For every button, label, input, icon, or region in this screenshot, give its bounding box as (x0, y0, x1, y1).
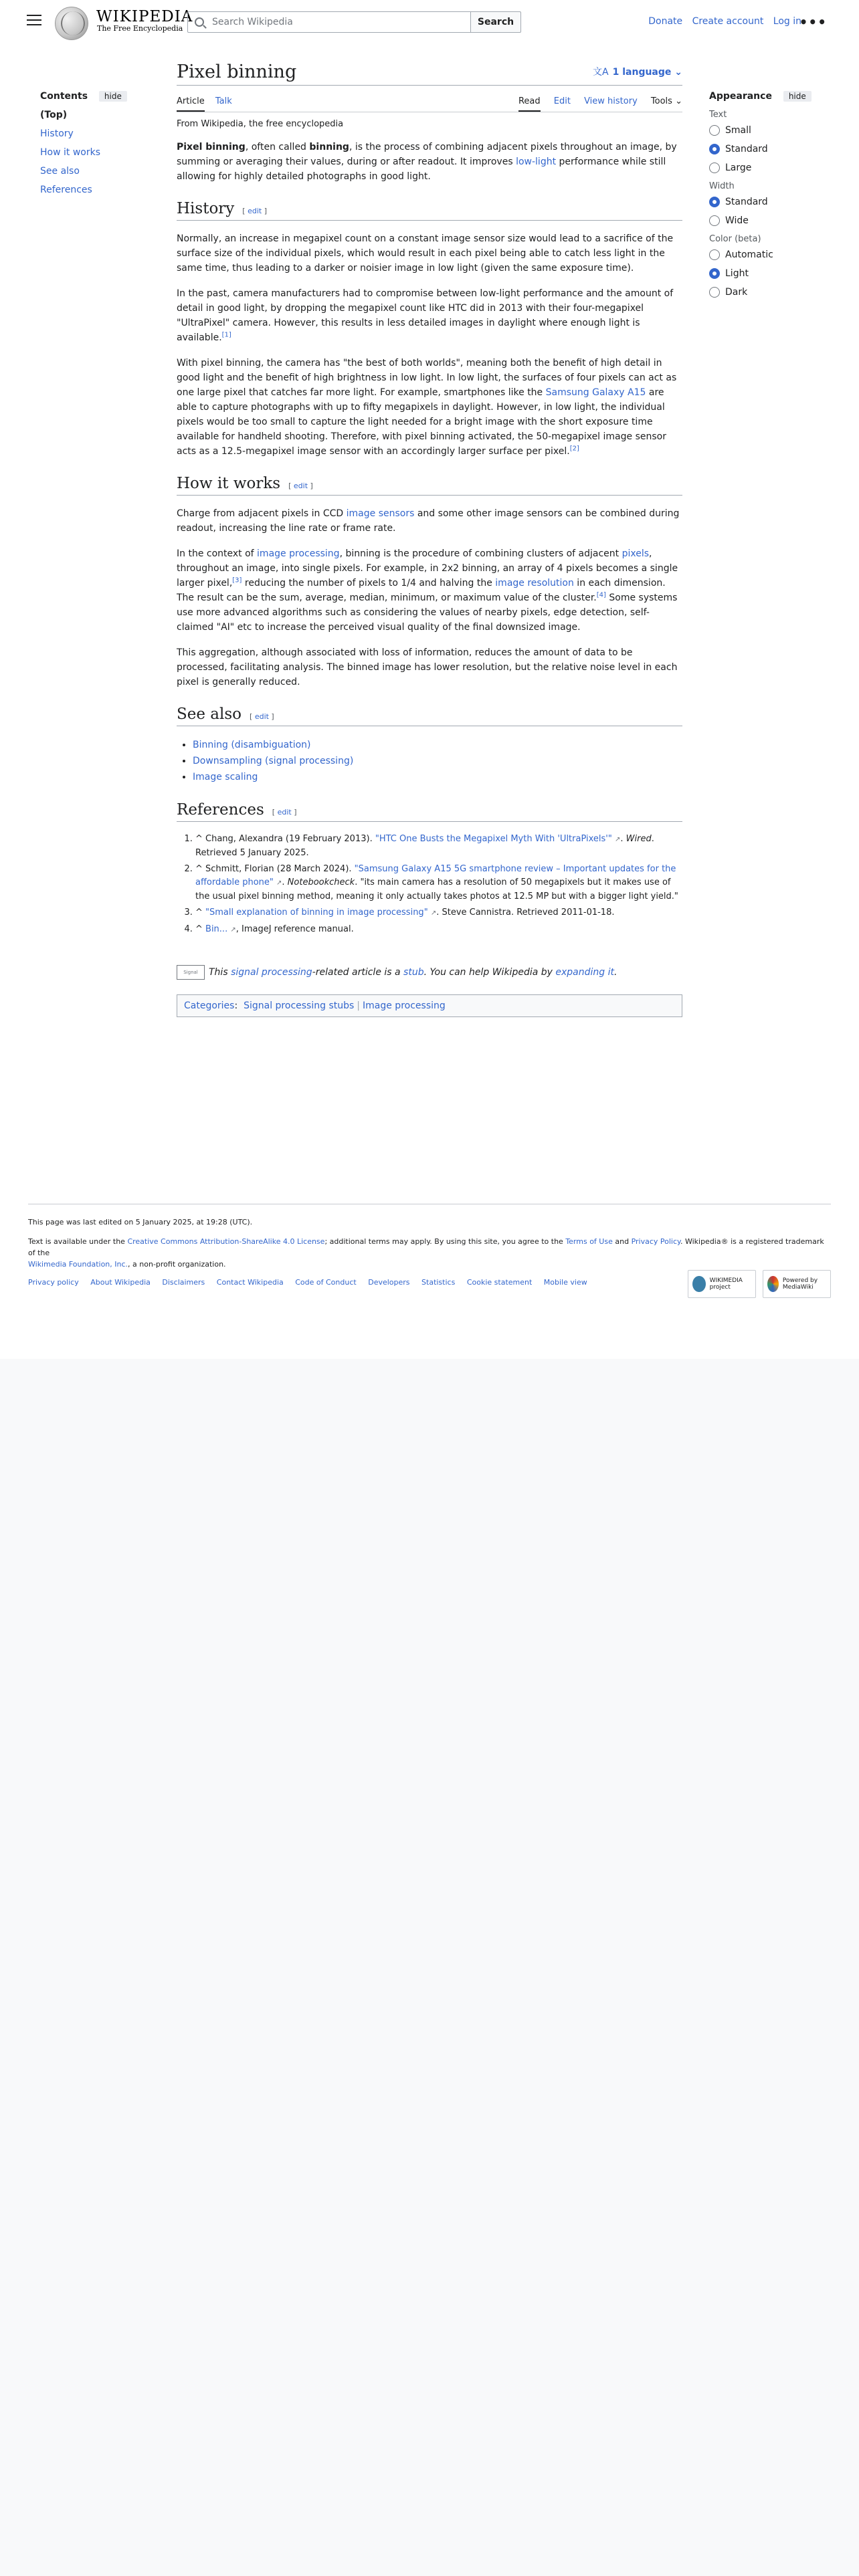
tab-read[interactable]: Read (518, 96, 541, 112)
tab-view-history[interactable]: View history (584, 96, 638, 106)
external-link-icon: ↗ (615, 836, 621, 843)
appearance-title: Appearance (709, 91, 772, 102)
license-text (28, 1236, 831, 1270)
reference-item: 2. ^ Schmitt, Florian (28 March 2024). "Samsung Galaxy A15 5G smartphone review – Important updates for the affordable phone" ↗. Notebookcheck. "its main camera has a resolution of 50 megapixels but it makes use of the usual pixel binning method, meaning it only actually takes photos at 12.5 MP but with a bigger light yield." (195, 863, 682, 903)
footer-link[interactable]: Cookie statement (466, 1278, 533, 1287)
history-paragraph-2 (177, 286, 682, 345)
category-link[interactable]: Image processing (363, 1000, 446, 1011)
main-menu-icon[interactable] (27, 15, 41, 27)
wikipedia-globe-icon[interactable] (55, 7, 88, 40)
signal-processing-link[interactable]: signal processing (231, 967, 312, 978)
toc-item-references[interactable]: References (40, 185, 92, 195)
cc-license-link[interactable]: Creative Commons Attribution-ShareAlike 4.0 License (127, 1237, 325, 1246)
footer-link[interactable]: Mobile view (543, 1278, 587, 1287)
radio-button[interactable] (709, 163, 720, 173)
radio-button[interactable] (709, 144, 720, 154)
badge-label: WIKIMEDIA project (709, 1277, 743, 1291)
chevron-down-icon: ⌄ (674, 67, 682, 78)
lead-text: , often called (245, 142, 310, 152)
pixels-link[interactable]: pixels (622, 548, 650, 559)
category-link[interactable]: Signal processing stubs (244, 1000, 355, 1011)
history-text: are able to capture photographs with up to fifty megapixels in daylight. However, in low light, the individual pixels would be too small to capture the light needed for a bright image with the short exposure time available for handheld shooting. Therefore, with pixel binning activated, the 50-megapixel image sensor acts as a 12.5-megapixel image sensor with an accordingly larger surface per pixel. (177, 387, 666, 457)
external-link-icon: ↗ (430, 909, 437, 917)
badge-label: Powered by MediaWiki (782, 1277, 818, 1291)
mediawiki-badge[interactable] (763, 1270, 831, 1298)
appearance-hide-button[interactable]: hide (783, 91, 812, 102)
stub-notice (177, 965, 682, 980)
stub-link[interactable]: stub (403, 967, 424, 978)
search-icon (195, 17, 204, 27)
reference-source: Notebookcheck (287, 877, 355, 887)
reference-link[interactable]: "HTC One Busts the Megapixel Myth With 'UltraPixels'" (375, 834, 612, 844)
how-text: Some systems use more advanced algorithms such as considering the values of nearby pixels, edge detection, self-claimed "AI" etc to increase the perceived visual quality of the final downsized image. (177, 593, 678, 633)
search-button[interactable]: Search (470, 11, 521, 33)
option-label: Small (725, 125, 751, 136)
section-edit: [ edit ] (288, 481, 313, 490)
color-automatic[interactable] (709, 249, 830, 260)
wordmark[interactable]: WIKIPEDIA (96, 8, 193, 25)
color-dark[interactable] (709, 287, 830, 298)
color-label: Color (beta) (709, 234, 761, 244)
image-processing-link[interactable]: image processing (257, 548, 340, 559)
more-options-icon[interactable]: ••• (799, 14, 827, 30)
how-text: in each dimension. The result can be the sum, average, median, minimum, or maximum value of the cluster. (177, 578, 666, 603)
option-label: Standard (725, 197, 768, 207)
footer-link[interactable]: About Wikipedia (90, 1278, 151, 1287)
lead-bold-term: Pixel binning (177, 142, 246, 152)
footer-link[interactable]: Code of Conduct (295, 1278, 357, 1287)
last-edited: This page was last edited on 5 January 2025, at 19:28 (UTC). (28, 1218, 253, 1226)
reference-link[interactable]: "Small explanation of binning in image processing" (205, 907, 428, 918)
reference-link[interactable]: Bin... (205, 924, 228, 934)
low-light-link[interactable]: low-light (516, 156, 557, 167)
appearance-panel (709, 91, 830, 306)
external-link-icon: ↗ (230, 926, 236, 934)
lead-text: performance while still allowing for highly detailed photographs in good light. (177, 156, 666, 182)
reference-text: ^ Schmitt, Florian (28 March 2024). (195, 864, 355, 874)
text-size-label: Text (709, 110, 727, 120)
radio-button[interactable] (709, 215, 720, 226)
reference-item: 1. ^ Chang, Alexandra (19 February 2013). "HTC One Busts the Megapixel Myth With 'UltraPixels'" ↗. Wired. Retrieved 5 January 2025. (195, 833, 682, 860)
footer-link[interactable]: Statistics (421, 1278, 456, 1287)
reference-text: ^ Chang, Alexandra (19 February 2013). (195, 834, 375, 844)
option-label: Standard (725, 144, 768, 154)
how-paragraph-2 (177, 546, 682, 635)
donate-link[interactable]: Donate (648, 16, 683, 27)
references-edit-link[interactable]: edit (277, 808, 292, 817)
option-label: Large (725, 163, 752, 173)
wikimedia-badge[interactable] (688, 1270, 756, 1298)
tab-tools[interactable] (651, 96, 682, 110)
color-light[interactable] (709, 268, 830, 279)
reference-text: . Steve Cannistra. Retrieved 2011-01-18. (436, 907, 615, 918)
width-label: Width (709, 181, 735, 191)
expanding-it-link[interactable]: expanding it (555, 967, 614, 978)
stub-text: . You can help Wikipedia by (423, 967, 553, 978)
stub-icon: Signal (177, 965, 205, 980)
create-account-link[interactable]: Create account (692, 16, 764, 27)
page-title-text: Pixel binning (177, 62, 297, 82)
language-button[interactable] (593, 59, 682, 86)
see-also-edit-link[interactable]: edit (254, 712, 269, 721)
samsung-galaxy-a15-link[interactable]: Samsung Galaxy A15 (545, 387, 646, 398)
reference-text: , ImageJ reference manual. (235, 924, 354, 934)
stub-text: -related article is a (312, 967, 401, 978)
article-content (177, 59, 682, 1017)
how-text: In the context of (177, 548, 258, 559)
license-fragment: , a non-profit organization. (128, 1260, 226, 1269)
references-heading-text: References (177, 801, 264, 819)
reference-item (195, 906, 682, 920)
image-sensors-link[interactable]: image sensors (346, 508, 415, 519)
list-item (193, 737, 682, 753)
categories-box: Categories: Signal processing stubs | Image processing (177, 994, 682, 1017)
references-heading (177, 801, 682, 822)
tools-label: Tools (650, 96, 672, 106)
footer-badges (681, 1270, 831, 1298)
citation-link[interactable]: [3] (232, 576, 242, 584)
width-standard[interactable] (709, 197, 830, 207)
radio-button[interactable] (709, 197, 720, 207)
see-also-heading (177, 706, 682, 726)
footer-link[interactable]: Developers (368, 1278, 410, 1287)
see-also-link[interactable]: Binning (disambiguation) (193, 740, 311, 750)
search-box (187, 11, 471, 33)
how-edit-link[interactable]: edit (293, 481, 308, 490)
history-heading-text: History (177, 200, 235, 217)
lead-bold-term: binning (309, 142, 349, 152)
citation-link[interactable]: [4] (596, 591, 606, 599)
radio-button[interactable] (709, 287, 720, 298)
license-fragment: and (612, 1237, 632, 1246)
how-text: , binning is the procedure of combining clusters of adjacent (339, 548, 622, 559)
radio-button[interactable] (709, 249, 720, 260)
footer-link[interactable]: Privacy policy (28, 1278, 79, 1287)
page-title (177, 59, 682, 86)
option-label: Wide (725, 215, 749, 226)
user-links (642, 16, 801, 27)
how-text: and some other image sensors can be combined during readout, increasing the line rate or frame rate. (177, 508, 680, 534)
text-size-large[interactable] (709, 163, 830, 173)
citation-link[interactable]: [2] (569, 445, 579, 453)
tab-talk[interactable]: Talk (215, 96, 232, 106)
reference-text: ^ (195, 907, 206, 918)
language-button-label: 1 language (612, 67, 672, 78)
text-size-small[interactable] (709, 125, 830, 136)
citation-link[interactable]: [1] (221, 331, 231, 339)
see-also-link[interactable]: Image scaling (193, 772, 258, 782)
license-fragment: ; additional terms may apply. By using this site, you agree to the (324, 1237, 566, 1246)
how-paragraph-3: This aggregation, although associated with loss of information, reduces the amount of data to be processed, facilitating analysis. The binned image has lower resolution, but the relative noise level in each pixel is generally reduced. (177, 647, 678, 687)
how-text: Charge from adjacent pixels in CCD (177, 508, 347, 519)
footer (28, 1204, 831, 1291)
see-also-list (193, 737, 682, 785)
history-paragraph-3 (177, 356, 682, 459)
reference-text: . Retrieved 5 January 2025. (195, 834, 654, 858)
tab-article[interactable]: Article (177, 96, 205, 112)
from-wikipedia: From Wikipedia, the free encyclopedia (177, 119, 344, 129)
toc-item-history[interactable]: History (40, 128, 74, 139)
search-input[interactable] (211, 12, 465, 32)
stub-text: This (209, 967, 228, 978)
text-size-standard[interactable] (709, 144, 830, 154)
option-label: Light (725, 268, 749, 279)
history-edit-link[interactable]: edit (248, 207, 262, 215)
section-edit: [ edit ] (250, 712, 274, 721)
page-tabs (177, 92, 682, 112)
header (0, 0, 859, 44)
reference-text: . "its main camera has a resolution of 50 megapixels but it makes use of the usual pixel binning method, meaning it only actually takes photos at 12.5 MP but with a bigger light yield." (195, 877, 678, 901)
reference-source: Wired (626, 834, 652, 844)
radio-button[interactable] (709, 125, 720, 136)
section-edit: [ edit ] (272, 808, 297, 817)
history-paragraph-1: Normally, an increase in megapixel count on a constant image sensor size would lead to a sacrifice of the surface size of the individual pixels, which would result in each pixel being able to catch less light in the same time, thus leading to a darker or noisier image in low light (given the same exposure time). (177, 233, 674, 274)
translate-icon: 文A (593, 67, 609, 78)
license-fragment: Text is available under the (28, 1237, 128, 1246)
see-also-link[interactable]: Downsampling (signal processing) (193, 756, 354, 766)
radio-button[interactable] (709, 268, 720, 279)
image-resolution-link[interactable]: image resolution (495, 578, 574, 588)
tab-edit[interactable]: Edit (553, 96, 571, 106)
toc-hide-button[interactable]: hide (99, 91, 127, 102)
categories-label-link[interactable]: Categories (184, 1000, 235, 1011)
reference-link[interactable]: "Samsung Galaxy A15 5G smartphone review – Important updates for the affordable phone" (195, 864, 676, 887)
how-text: reducing the number of pixels to 1/4 and halving the (242, 578, 496, 588)
lead-paragraph (177, 140, 682, 184)
toc-item-how-it-works[interactable]: How it works (40, 147, 100, 158)
footer-link[interactable]: Contact Wikipedia (216, 1278, 284, 1287)
how-paragraph-1 (177, 506, 682, 536)
stub-text: . (613, 967, 617, 978)
history-heading (177, 200, 682, 221)
footer-link[interactable]: Disclaimers (162, 1278, 205, 1287)
chevron-down-icon: ⌄ (675, 96, 682, 106)
option-label: Dark (725, 287, 748, 298)
option-label: Automatic (725, 249, 773, 260)
list-item (193, 753, 682, 769)
lead-text: , is the process of combining adjacent pixels throughout an image, by summing or averaging their values, during or after readout. It improves (177, 142, 677, 167)
section-edit: [ edit ] (242, 207, 268, 215)
toc-item-top[interactable]: (Top) (40, 110, 68, 120)
history-text: With pixel binning, the camera has "the best of both worlds", meaning both the benefit of high detail in good light and the benefit of high brightness in low light. In low light, the surfaces of four pixels can act as one large pixel that catches far more light. For example, smartphones like the (177, 358, 677, 398)
wikimedia-icon (692, 1276, 706, 1292)
terms-link[interactable]: Terms of Use (565, 1237, 613, 1246)
log-in-link[interactable]: Log in (773, 16, 801, 27)
how-heading-text: How it works (177, 475, 281, 492)
license-fragment: . Wikipedia® is a registered trademark of the (28, 1237, 824, 1257)
how-it-works-heading (177, 475, 682, 496)
how-text: , throughout an image, into single pixels. For example, in 2x2 binning, an array of 4 pixels becomes a single larger pixel, (177, 548, 678, 588)
mediawiki-icon (767, 1276, 779, 1292)
toc-item-see-also[interactable]: See also (40, 166, 80, 177)
external-link-icon: ↗ (276, 879, 282, 887)
reference-item (195, 923, 682, 937)
wmf-link[interactable]: Wikimedia Foundation, Inc. (28, 1260, 128, 1269)
list-item (193, 769, 682, 785)
width-wide[interactable] (709, 215, 830, 226)
history-text: In the past, camera manufacturers had to compromise between low-light performance and the amount of detail in good light, by dropping the megapixel count like HTC did in 2013 with their four-megapixel "UltraPixel" camera. However, this results in less detailed images in daylight where enough light is available. (177, 288, 674, 343)
site-tagline: The Free Encyclopedia (97, 24, 183, 33)
toc-title: Contents (40, 91, 88, 102)
see-also-heading-text: See also (177, 706, 242, 723)
references-list (195, 833, 682, 937)
reference-text: ^ (195, 924, 206, 934)
table-of-contents (40, 91, 147, 203)
privacy-link[interactable]: Privacy Policy (631, 1237, 680, 1246)
